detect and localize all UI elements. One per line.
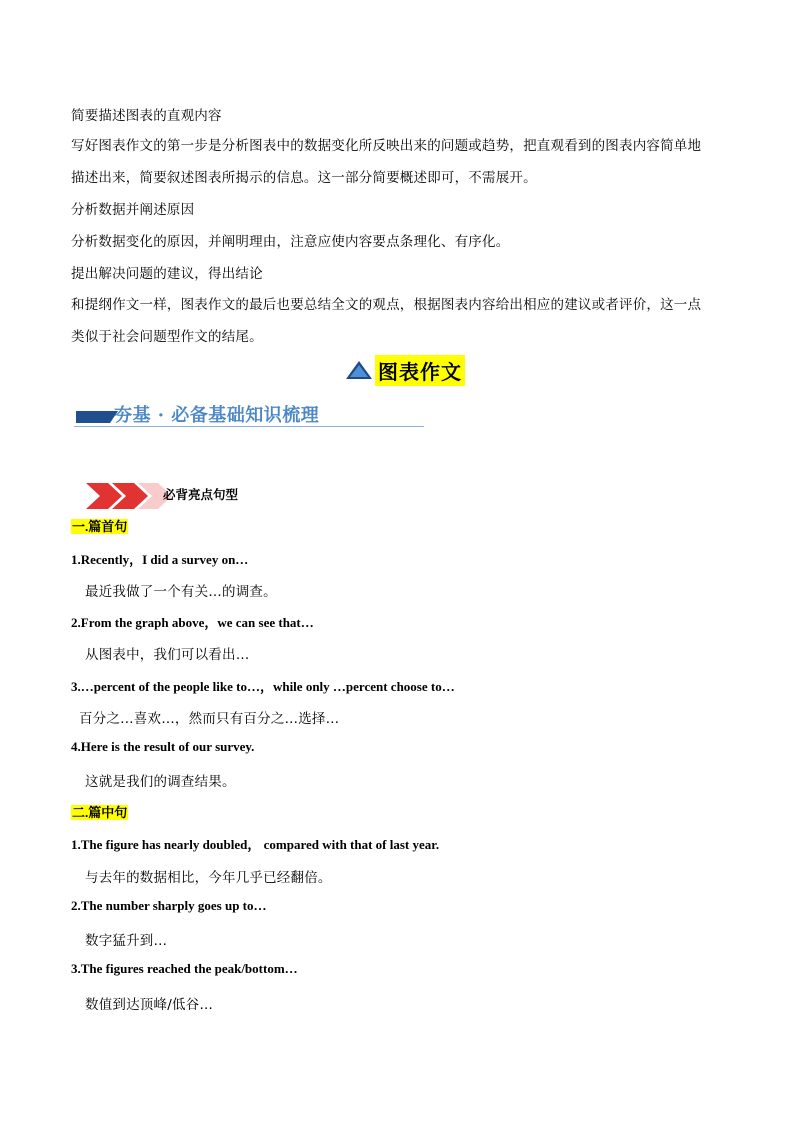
part1-item-1-zh: 最近我做了一个有关…的调查。 <box>85 584 277 600</box>
part1-item-2-zh: 从图表中，我们可以看出… <box>85 647 250 663</box>
intro-heading-1: 简要描述图表的直观内容 <box>71 108 222 124</box>
intro-heading-3: 提出解决问题的建议，得出结论 <box>71 266 263 282</box>
part2-item-3-zh: 数值到达顶峰/低谷… <box>85 997 214 1013</box>
part1-item-4-zh: 这就是我们的调查结果。 <box>85 774 236 790</box>
part2-item-2-en: 2.The number sharply goes up to… <box>71 898 267 913</box>
banner-bar-decoration <box>76 411 110 423</box>
section-title <box>346 356 465 384</box>
part2-item-3-en: 3.The figures reached the peak/bottom… <box>71 961 298 976</box>
part1-item-2-en: 2.From the graph above，we can see that… <box>71 615 314 630</box>
intro-paragraph-2-line-1: 分析数据变化的原因，并阐明理由，注意应使内容要点条理化、有序化。 <box>71 234 510 250</box>
section-title-text: 图表作文 <box>375 355 465 386</box>
intro-paragraph-1-line-2: 描述出来，简要叙述图表所揭示的信息。这一部分简要概述即可，不需展开。 <box>71 170 537 186</box>
part2-item-1-zh: 与去年的数据相比，今年几乎已经翻倍。 <box>85 870 332 886</box>
intro-paragraph-1-line-1: 写好图表作文的第一步是分析图表中的数据变化所反映出来的问题或趋势，把直观看到的图表内容简单地 <box>71 138 702 154</box>
banner-underline <box>74 426 424 427</box>
part1-heading: 一.篇首句 <box>72 519 128 534</box>
knowledge-banner <box>74 400 424 428</box>
part2-heading: 二.篇中句 <box>72 805 128 820</box>
part2-item-1-en: 1.The figure has nearly doubled， compared with that of last year. <box>71 837 440 852</box>
intro-heading-2: 分析数据并阐述原因 <box>71 202 195 218</box>
part1-item-3-zh: 百分之…喜欢…，然而只有百分之…选择… <box>79 711 340 727</box>
part1-item-3-en: 3.…percent of the people like to…，while only …percent choose to… <box>71 679 455 694</box>
part1-item-4-en: 4.Here is the result of our survey. <box>71 739 255 754</box>
part2-item-2-zh: 数字猛升到… <box>85 933 168 949</box>
intro-paragraph-3-line-2: 类似于社会问题型作文的结尾。 <box>71 329 263 345</box>
section-label: 必背亮点句型 <box>163 488 239 502</box>
part1-item-1-en: 1.Recently，I did a survey on… <box>71 552 249 567</box>
triangle-icon <box>346 361 372 379</box>
intro-paragraph-3-line-1: 和提纲作文一样，图表作文的最后也要总结全文的观点，根据图表内容给出相应的建议或者评价，这一点 <box>71 297 702 313</box>
banner-title: 夯基 · 必备基础知识梳理 <box>114 405 320 426</box>
